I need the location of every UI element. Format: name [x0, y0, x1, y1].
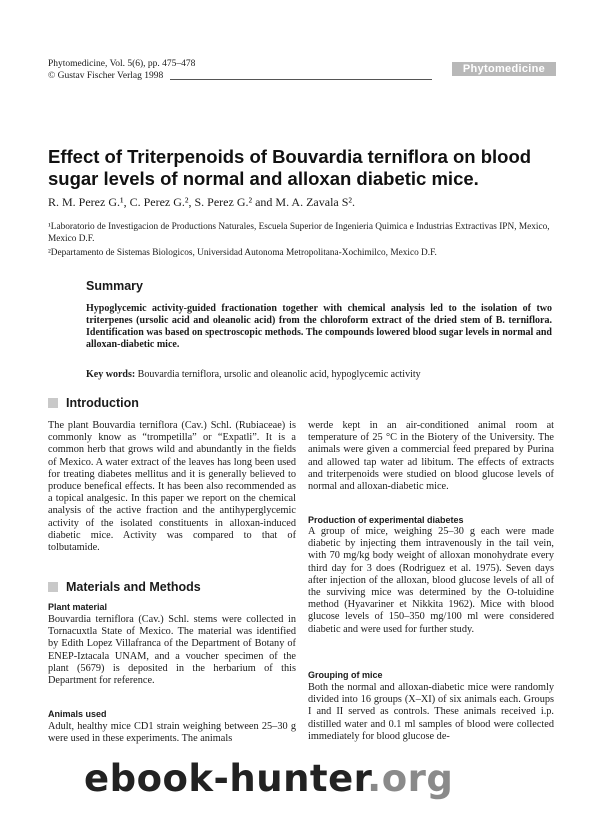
keywords [86, 369, 552, 381]
affiliation-2: ²Departamento de Sistemas Biologicos, Universidad Autonoma Metropolitana-Xochimilco, Mexico D.F. [48, 248, 437, 258]
plant-material-text: Bouvardia terniflora (Cav.) Schl. stems were collected in Tornacuxtla State of Mexico. The material was identified by Edith Lopez Villafranca of the Department of Botany of ENEP-Iztacala UNAM, and a voucher specimen of the plant (5679) is deposited in the herbarium of this Department for reference. [48, 614, 296, 687]
journal-badge: Phytomedicine [452, 62, 556, 76]
journal-line: Phytomedicine, Vol. 5(6), pp. 475–478 [48, 59, 196, 69]
grouping-text: Both the normal and alloxan-diabetic mice were randomly divided into 16 groups (X–XI) of six animals each. Groups I and II served as controls. These animals received i.p. distilled water and 0.1 ml samples of blood were collected immediately for blood glucose de- [308, 682, 554, 742]
section-marker-icon [48, 398, 58, 408]
ebook-hunter-watermark [84, 757, 453, 800]
summary-heading: Summary [86, 279, 143, 293]
methods-heading-label: Materials and Methods [66, 580, 201, 594]
keywords-label: Key words: [86, 369, 136, 380]
affiliation-1: ¹Laboratorio de Investigacion de Productions Naturales, Escuela Superior de Ingenieria Quimica e Industrias Extractivas IPN, Mexico, Mexico D.F. [48, 222, 550, 244]
authors: R. M. Perez G.¹, C. Perez G.², S. Perez G.² and M. A. Zavala S². [48, 195, 356, 209]
header-rule [170, 79, 432, 80]
section-marker-icon [48, 582, 58, 592]
plant-material-heading: Plant material [48, 602, 108, 612]
experimental-diabetes-text: A group of mice, weighing 25–30 g each were made diabetic by injecting them intravenously in the tail vein, with 70 mg/kg body weight of alloxan monohydrate every third day for 3 does (Rodriguez et al. 1975). Seven days after injection of the alloxan, blood glucose levels of all of the surviving mice was determined by the O-toluidine method (Hyavariner et Nikkita 1962). Mice with blood glucose levels of 150–350 mg/100 ml were considered diabetic and were used for further study. [308, 526, 554, 635]
introduction-heading-label: Introduction [66, 396, 139, 410]
animals-continued-text: werde kept in an air-conditioned animal room at temperature of 25 °C in the Biotery of the University. The animals were given a commercial feed prepared by Purina and allowed tap water ad libitum. The effects of extracts and triterpenoids were studied on blood glucose levels of normal and alloxan-diabetic mice. [308, 420, 554, 493]
animals-used-text: Adult, healthy mice CD1 strain weighing between 25–30 g were used in these experiments. The animals [48, 721, 296, 745]
keywords-text: Bouvardia terniflora, ursolic and oleanolic acid, hypoglycemic activity [137, 369, 421, 380]
publisher-line: © Gustav Fischer Verlag 1998 [48, 71, 164, 81]
article-title: Effect of Triterpenoids of Bouvardia terniflora on blood sugar levels of normal and alloxan diabetic mice. [48, 146, 532, 189]
watermark-domain: .org [367, 757, 454, 800]
grouping-heading: Grouping of mice [308, 670, 383, 680]
experimental-diabetes-heading: Production of experimental diabetes [308, 515, 464, 525]
introduction-heading [48, 396, 139, 410]
animals-used-heading: Animals used [48, 709, 107, 719]
methods-heading [48, 580, 201, 594]
introduction-text: The plant Bouvardia terniflora (Cav.) Schl. (Rubiaceae) is commonly know as “trompetilla” or “Expatli”. It is a common herb that grows wild and abundantly in the fields of Mexico. A water extract of the leaves has long been used for treating diabetes mellitus and it is generally believed to produce benefical effects. It has been also recommended as a topical analgesic. In this paper we report on the chemical analysis of the active fraction and the antihyperglycemic activity of the isolated constituents in alloxan-induced diabetic mice. Activity was compared to that of tolbutamide. [48, 420, 296, 554]
watermark-main: ebook-hunter [84, 757, 368, 800]
abstract-text: Hypoglycemic activity-guided fractionation together with chemical analysis led to the isolation of two triterpenes (ursolic acid and oleanolic acid) from the chloroform extract of the dried stem of B. terniflora. Identification was based on spectroscopic methods. The compounds lowered blood sugar levels in normal and alloxan-diabetic mice. [86, 303, 552, 350]
